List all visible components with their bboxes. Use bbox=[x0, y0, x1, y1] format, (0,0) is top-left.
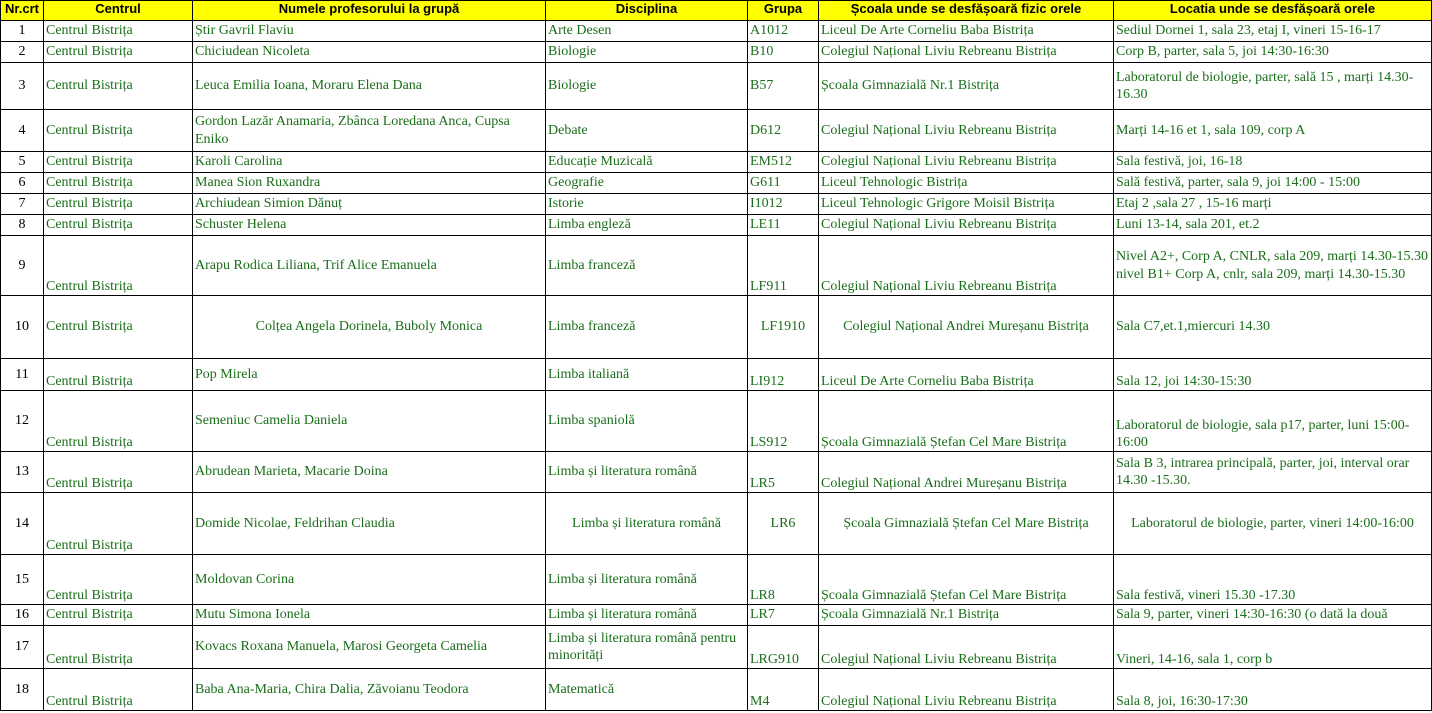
cell-locatia: Vineri, 14-16, sala 1, corp b bbox=[1114, 626, 1432, 669]
cell-disciplina: Istorie bbox=[546, 194, 748, 215]
cell-grupa: LF911 bbox=[748, 236, 819, 296]
cell-nr: 2 bbox=[1, 42, 44, 63]
cell-grupa: LR7 bbox=[748, 605, 819, 626]
cell-centrul: Centrul Bistrița bbox=[44, 42, 193, 63]
header-locatia: Locatia unde se desfășoară orele bbox=[1114, 1, 1432, 21]
cell-disciplina: Limba franceză bbox=[546, 296, 748, 359]
cell-centrul: Centrul Bistrița bbox=[44, 236, 193, 296]
table-row bbox=[1, 63, 1432, 110]
table-row bbox=[1, 194, 1432, 215]
cell-profesor: Arapu Rodica Liliana, Trif Alice Emanuela bbox=[193, 236, 546, 296]
cell-profesor: Știr Gavril Flaviu bbox=[193, 21, 546, 42]
cell-nr: 12 bbox=[1, 391, 44, 452]
cell-nr: 7 bbox=[1, 194, 44, 215]
cell-profesor: Domide Nicolae, Feldrihan Claudia bbox=[193, 493, 546, 555]
cell-locatia: Nivel A2+, Corp A, CNLR, sala 209, marți 14.30-15.30 nivel B1+ Corp A, cnlr, sala 209, marți 14.30-15.30 bbox=[1114, 236, 1432, 296]
cell-locatia: Etaj 2 ,sala 27 , 15-16 marți bbox=[1114, 194, 1432, 215]
header-disciplina: Disciplina bbox=[546, 1, 748, 21]
cell-locatia: Sala festivă, joi, 16-18 bbox=[1114, 152, 1432, 173]
cell-centrul: Centrul Bistrița bbox=[44, 391, 193, 452]
cell-disciplina: Educație Muzicală bbox=[546, 152, 748, 173]
cell-locatia: Corp B, parter, sala 5, joi 14:30-16:30 bbox=[1114, 42, 1432, 63]
table-row bbox=[1, 452, 1432, 493]
cell-centrul: Centrul Bistrița bbox=[44, 493, 193, 555]
cell-disciplina: Limba și literatura română bbox=[546, 452, 748, 493]
table-row bbox=[1, 605, 1432, 626]
cell-scoala: Colegiul Național Liviu Rebreanu Bistrița bbox=[819, 152, 1114, 173]
cell-profesor: Chiciudean Nicoleta bbox=[193, 42, 546, 63]
cell-locatia: Marți 14-16 et 1, sala 109, corp A bbox=[1114, 110, 1432, 152]
cell-scoala: Colegiul Național Liviu Rebreanu Bistrița bbox=[819, 42, 1114, 63]
cell-grupa: LE11 bbox=[748, 215, 819, 236]
cell-grupa: LRG910 bbox=[748, 626, 819, 669]
cell-nr: 6 bbox=[1, 173, 44, 194]
cell-nr: 15 bbox=[1, 555, 44, 605]
cell-centrul: Centrul Bistrița bbox=[44, 359, 193, 391]
cell-disciplina: Limba și literatura română bbox=[546, 605, 748, 626]
cell-scoala: Colegiul Național Liviu Rebreanu Bistrița bbox=[819, 110, 1114, 152]
cell-centrul: Centrul Bistrița bbox=[44, 110, 193, 152]
cell-nr: 13 bbox=[1, 452, 44, 493]
cell-locatia: Laboratorul de biologie, sala p17, parter, luni 15:00-16:00 bbox=[1114, 391, 1432, 452]
cell-centrul: Centrul Bistrița bbox=[44, 215, 193, 236]
cell-nr: 4 bbox=[1, 110, 44, 152]
cell-disciplina: Limba engleză bbox=[546, 215, 748, 236]
cell-nr: 17 bbox=[1, 626, 44, 669]
cell-centrul: Centrul Bistrița bbox=[44, 626, 193, 669]
cell-grupa: A1012 bbox=[748, 21, 819, 42]
table-row bbox=[1, 296, 1432, 359]
cell-nr: 8 bbox=[1, 215, 44, 236]
table-row bbox=[1, 152, 1432, 173]
cell-disciplina: Geografie bbox=[546, 173, 748, 194]
cell-locatia: Laboratorul de biologie, parter, sală 15 , marți 14.30- 16.30 bbox=[1114, 63, 1432, 110]
cell-disciplina: Limba spaniolă bbox=[546, 391, 748, 452]
table-row bbox=[1, 42, 1432, 63]
header-scoala: Școala unde se desfășoară fizic orele bbox=[819, 1, 1114, 21]
cell-nr: 3 bbox=[1, 63, 44, 110]
cell-grupa: EM512 bbox=[748, 152, 819, 173]
table-row bbox=[1, 669, 1432, 711]
cell-scoala: Liceul De Arte Corneliu Baba Bistrița bbox=[819, 359, 1114, 391]
cell-nr: 11 bbox=[1, 359, 44, 391]
header-grupa: Grupa bbox=[748, 1, 819, 21]
cell-disciplina: Biologie bbox=[546, 42, 748, 63]
cell-nr: 18 bbox=[1, 669, 44, 711]
cell-profesor: Archiudean Simion Dănuț bbox=[193, 194, 546, 215]
cell-disciplina: Biologie bbox=[546, 63, 748, 110]
cell-disciplina: Matematică bbox=[546, 669, 748, 711]
cell-centrul: Centrul Bistrița bbox=[44, 452, 193, 493]
cell-centrul: Centrul Bistrița bbox=[44, 605, 193, 626]
header-centrul: Centrul bbox=[44, 1, 193, 21]
table-row bbox=[1, 21, 1432, 42]
table-row bbox=[1, 555, 1432, 605]
cell-centrul: Centrul Bistrița bbox=[44, 63, 193, 110]
table-row bbox=[1, 391, 1432, 452]
table-row bbox=[1, 110, 1432, 152]
header-nr: Nr.crt bbox=[1, 1, 44, 21]
table-row bbox=[1, 236, 1432, 296]
cell-locatia: Sala B 3, intrarea principală, parter, joi, interval orar 14.30 -15.30. bbox=[1114, 452, 1432, 493]
cell-scoala: Școala Gimnazială Ștefan Cel Mare Bistrița bbox=[819, 555, 1114, 605]
cell-nr: 16 bbox=[1, 605, 44, 626]
cell-scoala: Liceul Tehnologic Bistrița bbox=[819, 173, 1114, 194]
cell-profesor: Karoli Carolina bbox=[193, 152, 546, 173]
cell-scoala: Colegiul Național Liviu Rebreanu Bistrița bbox=[819, 215, 1114, 236]
cell-locatia: Sala 9, parter, vineri 14:30-16:30 (o dată la două bbox=[1114, 605, 1432, 626]
cell-scoala: Liceul Tehnologic Grigore Moisil Bistrița bbox=[819, 194, 1114, 215]
cell-profesor: Leuca Emilia Ioana, Moraru Elena Dana bbox=[193, 63, 546, 110]
table-row bbox=[1, 173, 1432, 194]
cell-scoala: Școala Gimnazială Ștefan Cel Mare Bistrița bbox=[819, 391, 1114, 452]
cell-disciplina: Debate bbox=[546, 110, 748, 152]
cell-profesor: Colțea Angela Dorinela, Buboly Monica bbox=[193, 296, 546, 359]
cell-grupa: LR5 bbox=[748, 452, 819, 493]
cell-scoala: Școala Gimnazială Nr.1 Bistrița bbox=[819, 605, 1114, 626]
cell-disciplina: Arte Desen bbox=[546, 21, 748, 42]
cell-profesor: Pop Mirela bbox=[193, 359, 546, 391]
header-row bbox=[1, 1, 1432, 21]
cell-scoala: Școala Gimnazială Nr.1 Bistrița bbox=[819, 63, 1114, 110]
cell-locatia: Sediul Dornei 1, sala 23, etaj I, vineri 15-16-17 bbox=[1114, 21, 1432, 42]
cell-grupa: B10 bbox=[748, 42, 819, 63]
cell-profesor: Moldovan Corina bbox=[193, 555, 546, 605]
cell-scoala: Liceul De Arte Corneliu Baba Bistrița bbox=[819, 21, 1114, 42]
cell-grupa: LS912 bbox=[748, 391, 819, 452]
cell-nr: 5 bbox=[1, 152, 44, 173]
cell-scoala: Colegiul Național Liviu Rebreanu Bistrița bbox=[819, 626, 1114, 669]
cell-locatia: Sala festivă, vineri 15.30 -17.30 bbox=[1114, 555, 1432, 605]
cell-centrul: Centrul Bistrița bbox=[44, 555, 193, 605]
cell-centrul: Centrul Bistrița bbox=[44, 173, 193, 194]
cell-profesor: Manea Sion Ruxandra bbox=[193, 173, 546, 194]
cell-locatia: Sala 12, joi 14:30-15:30 bbox=[1114, 359, 1432, 391]
cell-grupa: M4 bbox=[748, 669, 819, 711]
header-profesor: Numele profesorului la grupă bbox=[193, 1, 546, 21]
cell-centrul: Centrul Bistrița bbox=[44, 152, 193, 173]
cell-grupa: LI912 bbox=[748, 359, 819, 391]
table-row bbox=[1, 626, 1432, 669]
cell-grupa: G611 bbox=[748, 173, 819, 194]
cell-grupa: LF1910 bbox=[748, 296, 819, 359]
cell-scoala: Colegiul Național Liviu Rebreanu Bistrița bbox=[819, 669, 1114, 711]
cell-scoala: Colegiul Național Andrei Mureșanu Bistrița bbox=[819, 452, 1114, 493]
cell-profesor: Baba Ana-Maria, Chira Dalia, Zăvoianu Teodora bbox=[193, 669, 546, 711]
cell-disciplina: Limba italiană bbox=[546, 359, 748, 391]
cell-profesor: Schuster Helena bbox=[193, 215, 546, 236]
cell-disciplina: Limba și literatura română pentru minorități bbox=[546, 626, 748, 669]
cell-nr: 1 bbox=[1, 21, 44, 42]
table-row bbox=[1, 215, 1432, 236]
cell-locatia: Sala 8, joi, 16:30-17:30 bbox=[1114, 669, 1432, 711]
cell-disciplina: Limba și literatura română bbox=[546, 555, 748, 605]
cell-locatia: Sala C7,et.1,miercuri 14.30 bbox=[1114, 296, 1432, 359]
table-row bbox=[1, 359, 1432, 391]
cell-profesor: Mutu Simona Ionela bbox=[193, 605, 546, 626]
cell-grupa: B57 bbox=[748, 63, 819, 110]
cell-scoala: Școala Gimnazială Ștefan Cel Mare Bistrița bbox=[819, 493, 1114, 555]
cell-locatia: Sală festivă, parter, sala 9, joi 14:00 - 15:00 bbox=[1114, 173, 1432, 194]
cell-disciplina: Limba și literatura română bbox=[546, 493, 748, 555]
cell-nr: 14 bbox=[1, 493, 44, 555]
cell-profesor: Kovacs Roxana Manuela, Marosi Georgeta Camelia bbox=[193, 626, 546, 669]
cell-grupa: I1012 bbox=[748, 194, 819, 215]
cell-grupa: D612 bbox=[748, 110, 819, 152]
cell-locatia: Laboratorul de biologie, parter, vineri 14:00-16:00 bbox=[1114, 493, 1432, 555]
cell-scoala: Colegiul Național Liviu Rebreanu Bistrița bbox=[819, 236, 1114, 296]
cell-profesor: Semeniuc Camelia Daniela bbox=[193, 391, 546, 452]
cell-locatia: Luni 13-14, sala 201, et.2 bbox=[1114, 215, 1432, 236]
cell-profesor: Abrudean Marieta, Macarie Doina bbox=[193, 452, 546, 493]
cell-nr: 9 bbox=[1, 236, 44, 296]
cell-profesor: Gordon Lazăr Anamaria, Zbânca Loredana Anca, Cupsa Eniko bbox=[193, 110, 546, 152]
cell-grupa: LR8 bbox=[748, 555, 819, 605]
cell-centrul: Centrul Bistrița bbox=[44, 21, 193, 42]
table-row bbox=[1, 493, 1432, 555]
cell-centrul: Centrul Bistrița bbox=[44, 296, 193, 359]
cell-grupa: LR6 bbox=[748, 493, 819, 555]
cell-scoala: Colegiul Național Andrei Mureșanu Bistrița bbox=[819, 296, 1114, 359]
cell-disciplina: Limba franceză bbox=[546, 236, 748, 296]
cell-nr: 10 bbox=[1, 296, 44, 359]
cell-centrul: Centrul Bistrița bbox=[44, 194, 193, 215]
cell-centrul: Centrul Bistrița bbox=[44, 669, 193, 711]
